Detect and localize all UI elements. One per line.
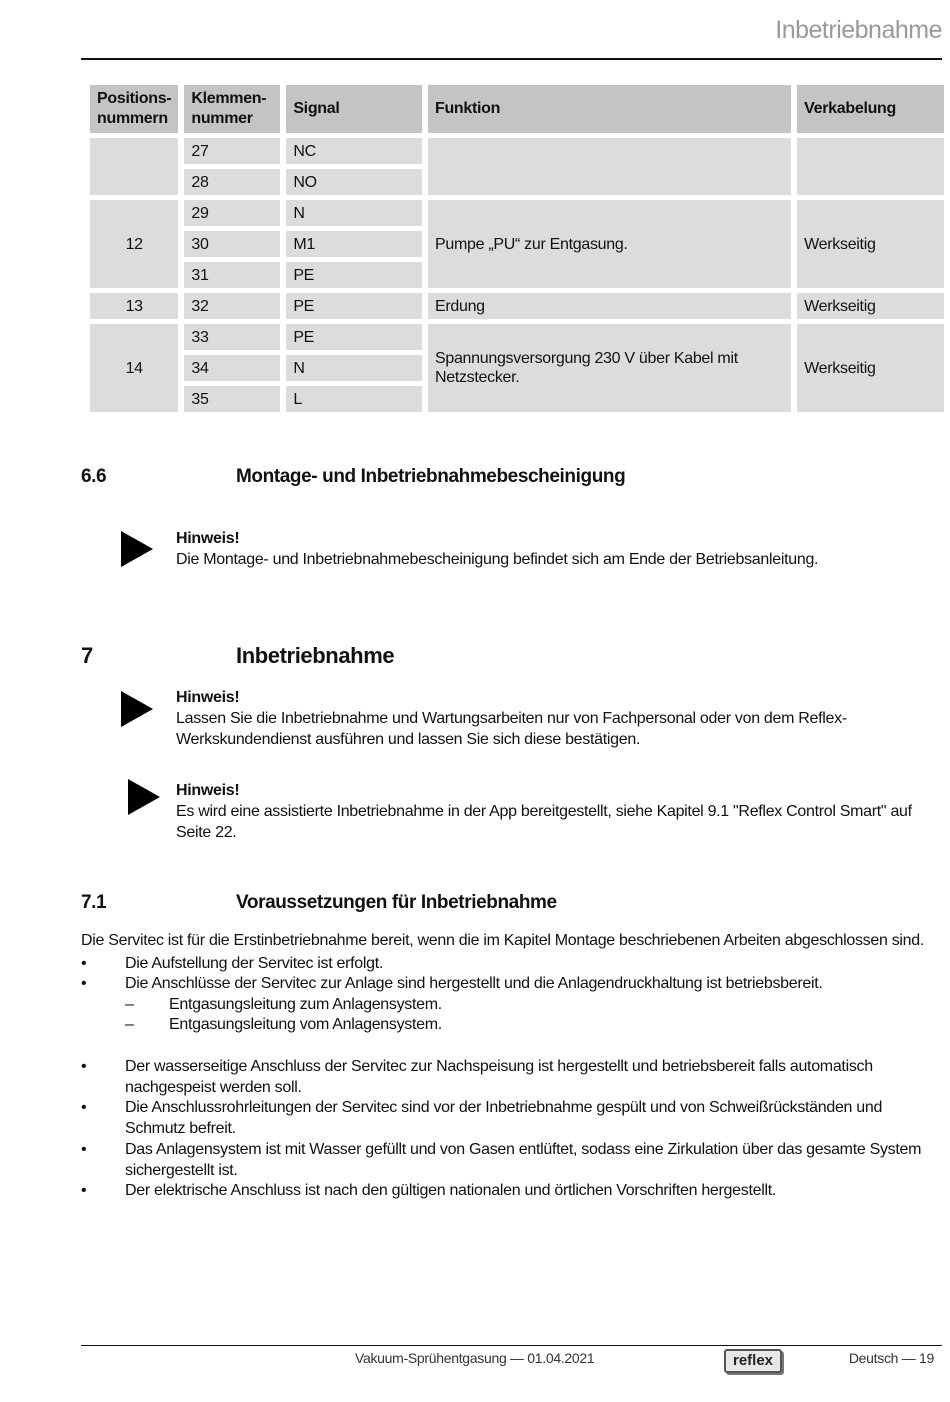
- cell-klemme: 29: [184, 200, 280, 226]
- cell-pos: 12: [90, 200, 178, 288]
- note-7-b: [176, 780, 916, 843]
- bullet-mark: •: [81, 1058, 87, 1075]
- note-text: Lassen Sie die Inbetriebnahme und Wartungsarbeiten nur von Fachpersonal oder von dem Reflex-Werkskundendienst ausführen und lassen Sie sich diese bestätigen.: [176, 710, 847, 748]
- footer-page-info: Deutsch — 19: [848, 1350, 934, 1366]
- terminal-table: [84, 80, 950, 417]
- note-title: Hinweis!: [176, 689, 240, 706]
- bullet-mark: •: [81, 975, 87, 992]
- table-header-row: [90, 85, 944, 133]
- cell-klemme: 34: [184, 355, 280, 381]
- cell-signal: NC: [286, 138, 422, 164]
- section-title-7: Inbetriebnahme: [236, 643, 395, 668]
- cell-funktion: Erdung: [428, 293, 791, 319]
- cell-signal: PE: [286, 293, 422, 319]
- intro-paragraph: Die Servitec ist für die Erstinbetriebnahme bereit, wenn die im Kapitel Montage beschriebenen Arbeiten abgeschlossen sind.: [81, 932, 925, 949]
- cell-pos: 13: [90, 293, 178, 319]
- table-row: [90, 324, 944, 350]
- sub-list-item-text: Entgasungsleitung vom Anlagensystem.: [169, 1016, 442, 1033]
- header-positionsnummern: Positions- nummern: [90, 85, 178, 133]
- note-title: Hinweis!: [176, 530, 240, 547]
- section-title-7-1: Voraussetzungen für Inbetriebnahme: [236, 892, 557, 913]
- note-6-6: [176, 528, 876, 570]
- list-item-text: Die Anschlussrohrleitungen der Servitec sind vor der Inbetriebnahme gespült und von Schweißrückständen und Schmutz befreit.: [125, 1099, 883, 1137]
- cell-funktion: Spannungsversorgung 230 V über Kabel mit Netzstecker.: [428, 324, 791, 412]
- list-item-text: Die Anschlüsse der Servitec zur Anlage sind hergestellt und die Anlagendruckhaltung ist betriebsbereit.: [125, 975, 823, 992]
- bullet-mark: •: [81, 1099, 87, 1116]
- dash-mark: –: [125, 1016, 134, 1033]
- cell-signal: PE: [286, 324, 422, 350]
- section-number-7: 7: [81, 643, 93, 668]
- arrow-right-icon: [121, 531, 153, 567]
- header-funktion: Funktion: [428, 85, 791, 133]
- list-item-text: Die Aufstellung der Servitec ist erfolgt.: [125, 955, 384, 972]
- cell-funktion: Pumpe „PU“ zur Entgasung.: [428, 200, 791, 288]
- cell-klemme: 35: [184, 386, 280, 412]
- list-item: [81, 1098, 941, 1140]
- cell-signal: NO: [286, 169, 422, 195]
- note-text: Es wird eine assistierte Inbetriebnahme in der App bereitgestellt, siehe Kapitel 9.1 "Reflex Control Smart" auf Seite 22.: [176, 803, 912, 841]
- cell-verkabelung: Werkseitig: [797, 324, 944, 412]
- note-text: Die Montage- und Inbetriebnahmebescheinigung befindet sich am Ende der Betriebsanleitung.: [176, 551, 819, 568]
- footer-document-info: Vakuum-Sprühentgasung — 01.04.2021: [355, 1350, 595, 1366]
- header-rule: [81, 58, 942, 60]
- sub-list-item-text: Entgasungsleitung zum Anlagensystem.: [169, 996, 442, 1013]
- cell-klemme: 32: [184, 293, 280, 319]
- dash-mark: –: [125, 996, 134, 1013]
- cell-verkabelung: Werkseitig: [797, 293, 944, 319]
- page-header-title: Inbetriebnahme: [775, 16, 942, 44]
- cell-pos: [90, 138, 178, 195]
- note-7-a: [176, 687, 866, 750]
- cell-signal: PE: [286, 262, 422, 288]
- arrow-right-icon: [128, 779, 160, 815]
- section-number-6-6: 6.6: [81, 466, 107, 487]
- header-verkabelung: Verkabelung: [797, 85, 944, 133]
- footer-rule: [81, 1345, 942, 1346]
- list-item-text: Der wasserseitige Anschluss der Servitec zur Nachspeisung ist hergestellt und betriebsbereit falls automatisch nachgespeist werden soll.: [125, 1058, 873, 1096]
- list-item: [81, 1057, 941, 1099]
- bullet-mark: •: [81, 1141, 87, 1158]
- cell-pos: 14: [90, 324, 178, 412]
- bullet-mark: •: [81, 955, 87, 972]
- cell-klemme: 33: [184, 324, 280, 350]
- section-title-6-6: Montage- und Inbetriebnahmebescheinigung: [236, 466, 626, 487]
- header-klemmennummer: Klemmen- nummer: [184, 85, 280, 133]
- cell-klemme: 30: [184, 231, 280, 257]
- arrow-right-icon: [121, 691, 153, 727]
- note-title: Hinweis!: [176, 782, 240, 799]
- cell-signal: L: [286, 386, 422, 412]
- header-signal: Signal: [286, 85, 422, 133]
- cell-klemme: 31: [184, 262, 280, 288]
- reflex-logo: reflex: [724, 1349, 782, 1373]
- bullet-mark: •: [81, 1182, 87, 1199]
- cell-verkabelung: [797, 138, 944, 195]
- table-row: [90, 200, 944, 226]
- cell-klemme: 27: [184, 138, 280, 164]
- list-item: [81, 1140, 941, 1182]
- list-item-text: Das Anlagensystem ist mit Wasser gefüllt und von Gasen entlüftet, sodass eine Zirkulation über das gesamte System sichergestellt ist.: [125, 1141, 922, 1179]
- list-item-text: Der elektrische Anschluss ist nach den gültigen nationalen und örtlichen Vorschriften hergestellt.: [125, 1182, 776, 1199]
- cell-signal: N: [286, 200, 422, 226]
- cell-signal: M1: [286, 231, 422, 257]
- section-number-7-1: 7.1: [81, 892, 107, 913]
- table-row: [90, 138, 944, 164]
- table-row: [90, 293, 944, 319]
- cell-verkabelung: Werkseitig: [797, 200, 944, 288]
- cell-funktion: [428, 138, 791, 195]
- cell-klemme: 28: [184, 169, 280, 195]
- cell-signal: N: [286, 355, 422, 381]
